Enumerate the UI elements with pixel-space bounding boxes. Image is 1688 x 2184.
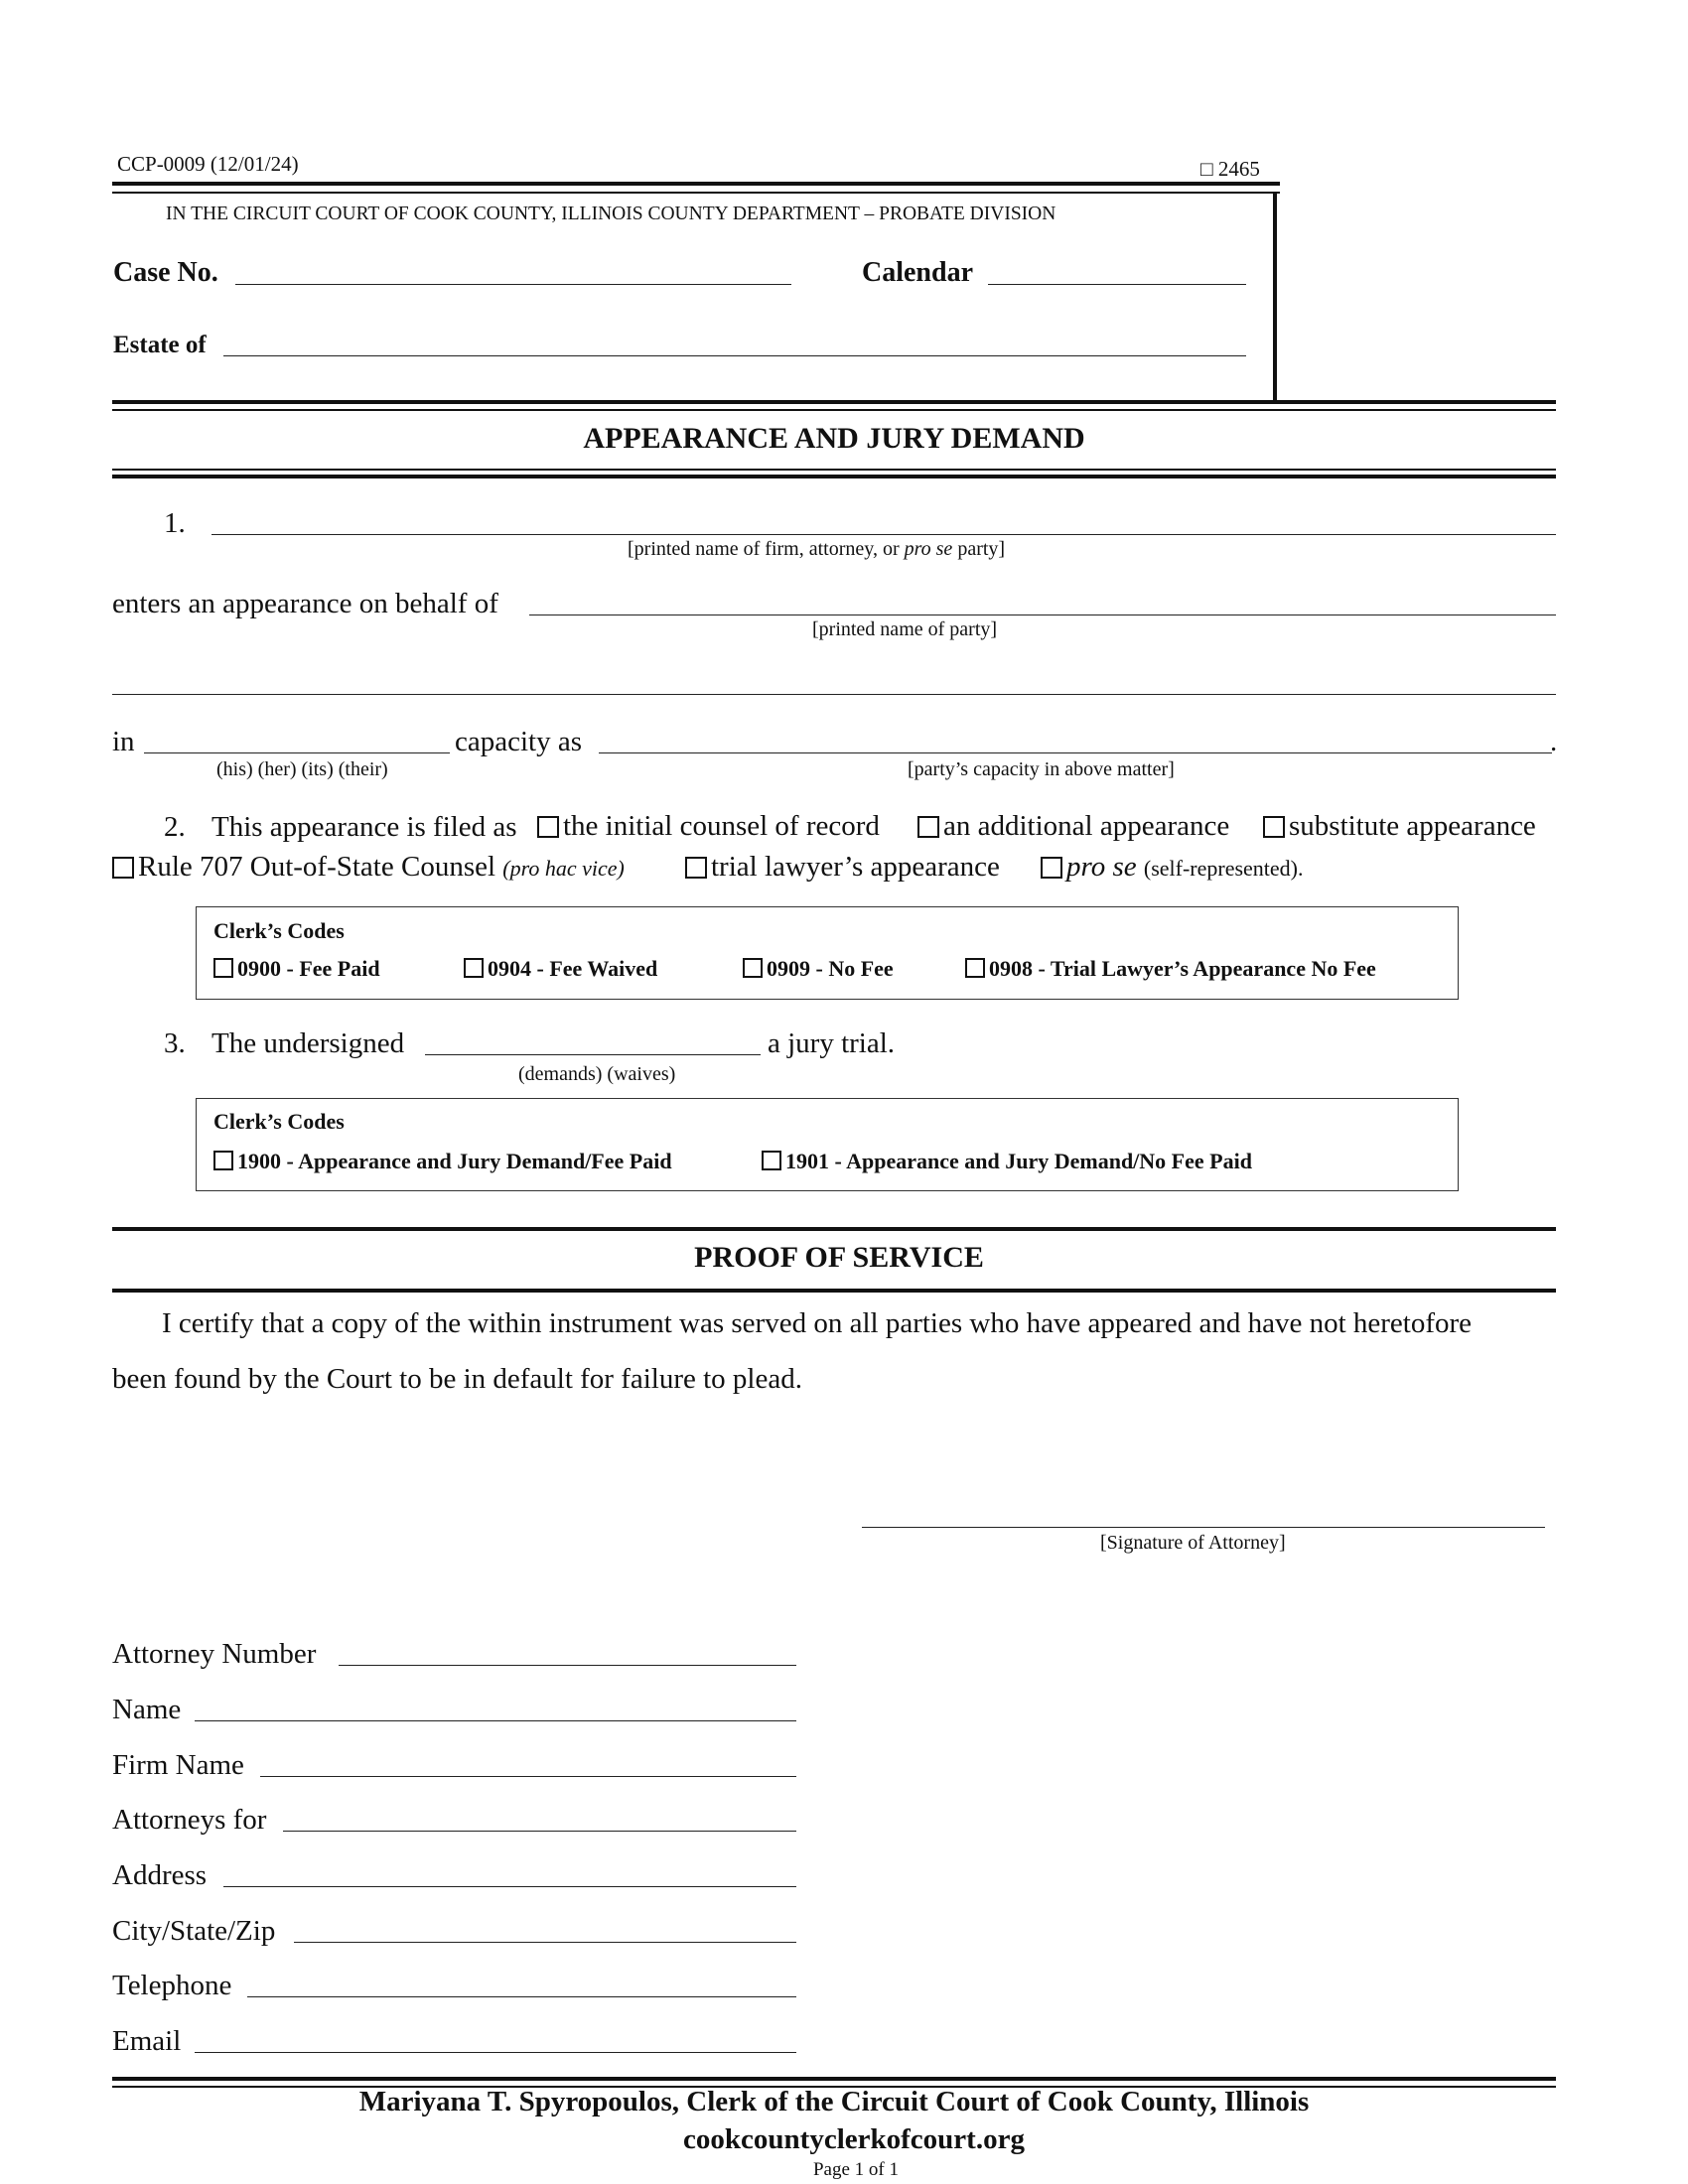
name-label: Name xyxy=(112,1694,182,1725)
proof-text-line2: been found by the Court to be in default for failure to plead. xyxy=(112,1363,802,1395)
title-bottom-rule xyxy=(112,475,1556,478)
party-name-hint: [printed name of party] xyxy=(812,618,998,640)
proof-text-line1: I certify that a copy of the within instrument was served on all parties who have appeared and have not heretofore xyxy=(162,1307,1473,1339)
code-0908[interactable]: 0908 - Trial Lawyer’s Appearance No Fee xyxy=(965,956,1376,982)
page-number: Page 1 of 1 xyxy=(812,2159,899,2180)
calendar-field[interactable] xyxy=(988,284,1246,285)
header-right-rule xyxy=(1273,192,1277,400)
firm-name-hint: [printed name of firm, attorney, or pro se party] xyxy=(628,538,1006,560)
footer-clerk: Mariyana T. Spyropoulos, Clerk of the Circuit Court of Cook County, Illinois xyxy=(358,2086,1310,2117)
pronoun-field[interactable] xyxy=(144,752,450,753)
option-initial-counsel[interactable]: the initial counsel of record xyxy=(537,810,880,843)
case-no-field[interactable] xyxy=(235,284,791,285)
option-additional-appearance[interactable]: an additional appearance xyxy=(917,810,1229,843)
option-rule-707[interactable]: Rule 707 Out-of-State Counsel (pro hac vice) xyxy=(112,851,625,884)
city-state-zip-field[interactable] xyxy=(294,1942,796,1943)
proof-bottom-rule xyxy=(112,1289,1556,1293)
court-name: IN THE CIRCUIT COURT OF COOK COUNTY, ILLINOIS COUNTY DEPARTMENT – PROBATE DIVISION xyxy=(166,204,1056,224)
code-0900[interactable]: 0900 - Fee Paid xyxy=(213,956,380,982)
attorney-number-field[interactable] xyxy=(339,1665,796,1666)
checkbox-icon[interactable] xyxy=(917,816,939,838)
attorneys-for-label: Attorneys for xyxy=(112,1804,267,1836)
firm-name-field[interactable] xyxy=(211,534,1556,535)
capacity-period: . xyxy=(1550,726,1558,757)
checkbox-icon[interactable] xyxy=(112,857,134,879)
checkbox-icon[interactable] xyxy=(213,1151,233,1170)
form-number: □ 2465 xyxy=(1200,157,1260,181)
checkbox-icon[interactable] xyxy=(537,816,559,838)
attorneys-for-field[interactable] xyxy=(283,1831,796,1832)
city-state-zip-label: City/State/Zip xyxy=(112,1915,276,1947)
proof-top-rule xyxy=(112,1227,1556,1231)
telephone-label: Telephone xyxy=(112,1970,232,2001)
section1-number: 1. xyxy=(164,507,186,539)
signature-hint: [Signature of Attorney] xyxy=(1100,1532,1286,1554)
party-name-field-cont[interactable] xyxy=(112,694,1556,695)
title-top-rule-thin xyxy=(112,409,1556,411)
header-top-rule-thin xyxy=(112,192,1280,194)
estate-label: Estate of xyxy=(113,332,207,358)
jury-hint: (demands) (waives) xyxy=(518,1063,676,1085)
title-top-rule xyxy=(112,400,1556,404)
pronoun-hint: (his) (her) (its) (their) xyxy=(216,758,388,780)
clerk-codes-2-heading: Clerk’s Codes xyxy=(213,1109,345,1134)
behalf-label: enters an appearance on behalf of xyxy=(112,588,498,619)
checkbox-icon[interactable] xyxy=(1263,816,1285,838)
capacity-hint: [party’s capacity in above matter] xyxy=(908,758,1175,780)
title-bottom-rule-thin xyxy=(112,469,1556,471)
checkbox-icon[interactable] xyxy=(464,958,484,978)
section3-prefix: The undersigned xyxy=(211,1027,405,1059)
attorney-number-label: Attorney Number xyxy=(112,1638,317,1670)
firm-name-field-2[interactable] xyxy=(260,1776,796,1777)
form-code: CCP-0009 (12/01/24) xyxy=(117,152,299,176)
address-label: Address xyxy=(112,1859,208,1891)
clerk-codes-1-heading: Clerk’s Codes xyxy=(213,918,345,943)
firm-name-label: Firm Name xyxy=(112,1749,244,1781)
signature-field[interactable] xyxy=(862,1527,1545,1528)
case-no-label: Case No. xyxy=(113,257,218,288)
proof-title: PROOF OF SERVICE xyxy=(694,1241,984,1274)
email-label: Email xyxy=(112,2025,182,2057)
checkbox-icon[interactable] xyxy=(213,958,233,978)
option-pro-se[interactable]: pro se (self-represented). xyxy=(1041,851,1304,884)
address-field[interactable] xyxy=(223,1886,796,1887)
name-field[interactable] xyxy=(195,1720,796,1721)
section2-number: 2. xyxy=(164,811,186,843)
code-1901[interactable]: 1901 - Appearance and Jury Demand/No Fee Paid xyxy=(762,1149,1252,1174)
jury-field[interactable] xyxy=(425,1054,761,1055)
checkbox-icon[interactable] xyxy=(1041,857,1062,879)
code-0904[interactable]: 0904 - Fee Waived xyxy=(464,956,657,982)
checkbox-icon[interactable] xyxy=(965,958,985,978)
clerk-codes-box-1 xyxy=(196,906,1459,1000)
party-name-field[interactable] xyxy=(529,614,1556,615)
form-title: APPEARANCE AND JURY DEMAND xyxy=(583,422,1085,455)
in-label: in xyxy=(112,726,135,757)
section2-intro: This appearance is filed as xyxy=(211,811,517,843)
footer-website[interactable]: cookcountyclerkofcourt.org xyxy=(683,2123,1025,2155)
checkbox-icon[interactable] xyxy=(762,1151,781,1170)
checkbox-icon[interactable] xyxy=(743,958,763,978)
telephone-field[interactable] xyxy=(247,1996,796,1997)
capacity-label: capacity as xyxy=(455,726,583,757)
option-trial-lawyer[interactable]: trial lawyer’s appearance xyxy=(685,851,1000,884)
checkbox-icon[interactable] xyxy=(685,857,707,879)
option-substitute-appearance[interactable]: substitute appearance xyxy=(1263,810,1536,843)
footer-rule xyxy=(112,2077,1556,2081)
code-0909[interactable]: 0909 - No Fee xyxy=(743,956,894,982)
section3-number: 3. xyxy=(164,1027,186,1059)
estate-field[interactable] xyxy=(223,355,1246,356)
calendar-label: Calendar xyxy=(862,257,973,288)
clerk-codes-box-2 xyxy=(196,1098,1459,1191)
capacity-field[interactable] xyxy=(599,752,1552,753)
header-top-rule xyxy=(112,182,1280,186)
email-field[interactable] xyxy=(195,2052,796,2053)
code-1900[interactable]: 1900 - Appearance and Jury Demand/Fee Paid xyxy=(213,1149,672,1174)
section3-suffix: a jury trial. xyxy=(768,1027,896,1059)
